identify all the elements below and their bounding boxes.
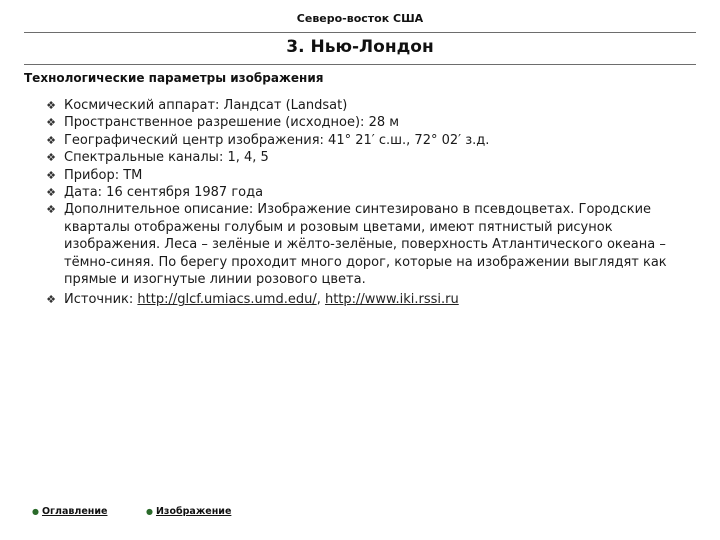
list-item-resolution [44, 114, 692, 131]
slide-title: 3. Нью-Лондон [286, 37, 434, 57]
list-item-spectral-bands [44, 149, 692, 166]
source-link-iki[interactable]: http://www.iki.rssi.ru [324, 292, 459, 308]
param-label: Пространственное разрешение (исходное): [64, 115, 365, 131]
list-item-date [44, 184, 692, 201]
header-region-title: Северо-восток США [296, 12, 424, 25]
param-label: Космический аппарат: [64, 98, 220, 113]
footer-image-nav[interactable] [146, 506, 231, 517]
param-value: Изображение синтезировано в псевдоцветах. Городские кварталы отображены голубым и розовым цветами, имеют пятнистый рисунок изображения. Леса – зелёные и жёлто-зелёные, поверхность Атлантического океана – тёмно-синяя. По берегу проходит много дорог, которые на изображении выглядят как прямые и изогнутые линии розового цвета. [64, 202, 667, 288]
parameter-list [44, 97, 692, 309]
diamond-bullet-icon: ❖ [46, 186, 56, 200]
param-value: ТМ [119, 167, 143, 183]
diamond-bullet-icon: ❖ [46, 151, 56, 165]
list-item-instrument [44, 167, 692, 184]
bullet-dot-icon: ● [32, 507, 39, 516]
diamond-bullet-icon: ❖ [46, 293, 56, 307]
param-value: 1, 4, 5 [223, 150, 269, 166]
footer-contents-nav[interactable] [32, 506, 107, 517]
param-value: Ландсат (Landsat) [219, 98, 348, 113]
param-label: Дополнительное описание: [64, 202, 254, 218]
param-label: Дата: [64, 185, 103, 201]
param-value: 28 м [364, 115, 400, 131]
title-divider [24, 64, 696, 65]
diamond-bullet-icon: ❖ [46, 203, 56, 217]
diamond-bullet-icon: ❖ [46, 168, 56, 182]
diamond-bullet-icon: ❖ [46, 99, 56, 112]
param-label: Спектральные каналы: [64, 150, 224, 166]
diamond-bullet-icon: ❖ [46, 133, 56, 147]
contents-link[interactable]: Оглавление [41, 506, 108, 517]
top-divider [24, 32, 696, 33]
param-label: Географический центр изображения: [64, 132, 324, 148]
list-item-spacecraft [44, 97, 692, 114]
diamond-bullet-icon: ❖ [46, 116, 56, 130]
source-separator: , [316, 292, 325, 308]
list-item-description [44, 201, 692, 288]
list-item-source [44, 291, 692, 308]
section-heading: Технологические параметры изображения [24, 71, 324, 85]
param-label: Прибор: [64, 167, 120, 183]
param-value: 16 сентября 1987 года [102, 185, 264, 201]
param-value: 41° 21′ с.ш., 72° 02′ з.д. [323, 132, 490, 148]
source-link-glcf[interactable]: http://glcf.umiacs.umd.edu/ [137, 292, 317, 308]
image-link[interactable]: Изображение [155, 506, 232, 517]
bullet-dot-icon: ● [146, 507, 153, 516]
list-item-geo-center [44, 132, 692, 149]
source-label: Источник: [64, 292, 134, 308]
